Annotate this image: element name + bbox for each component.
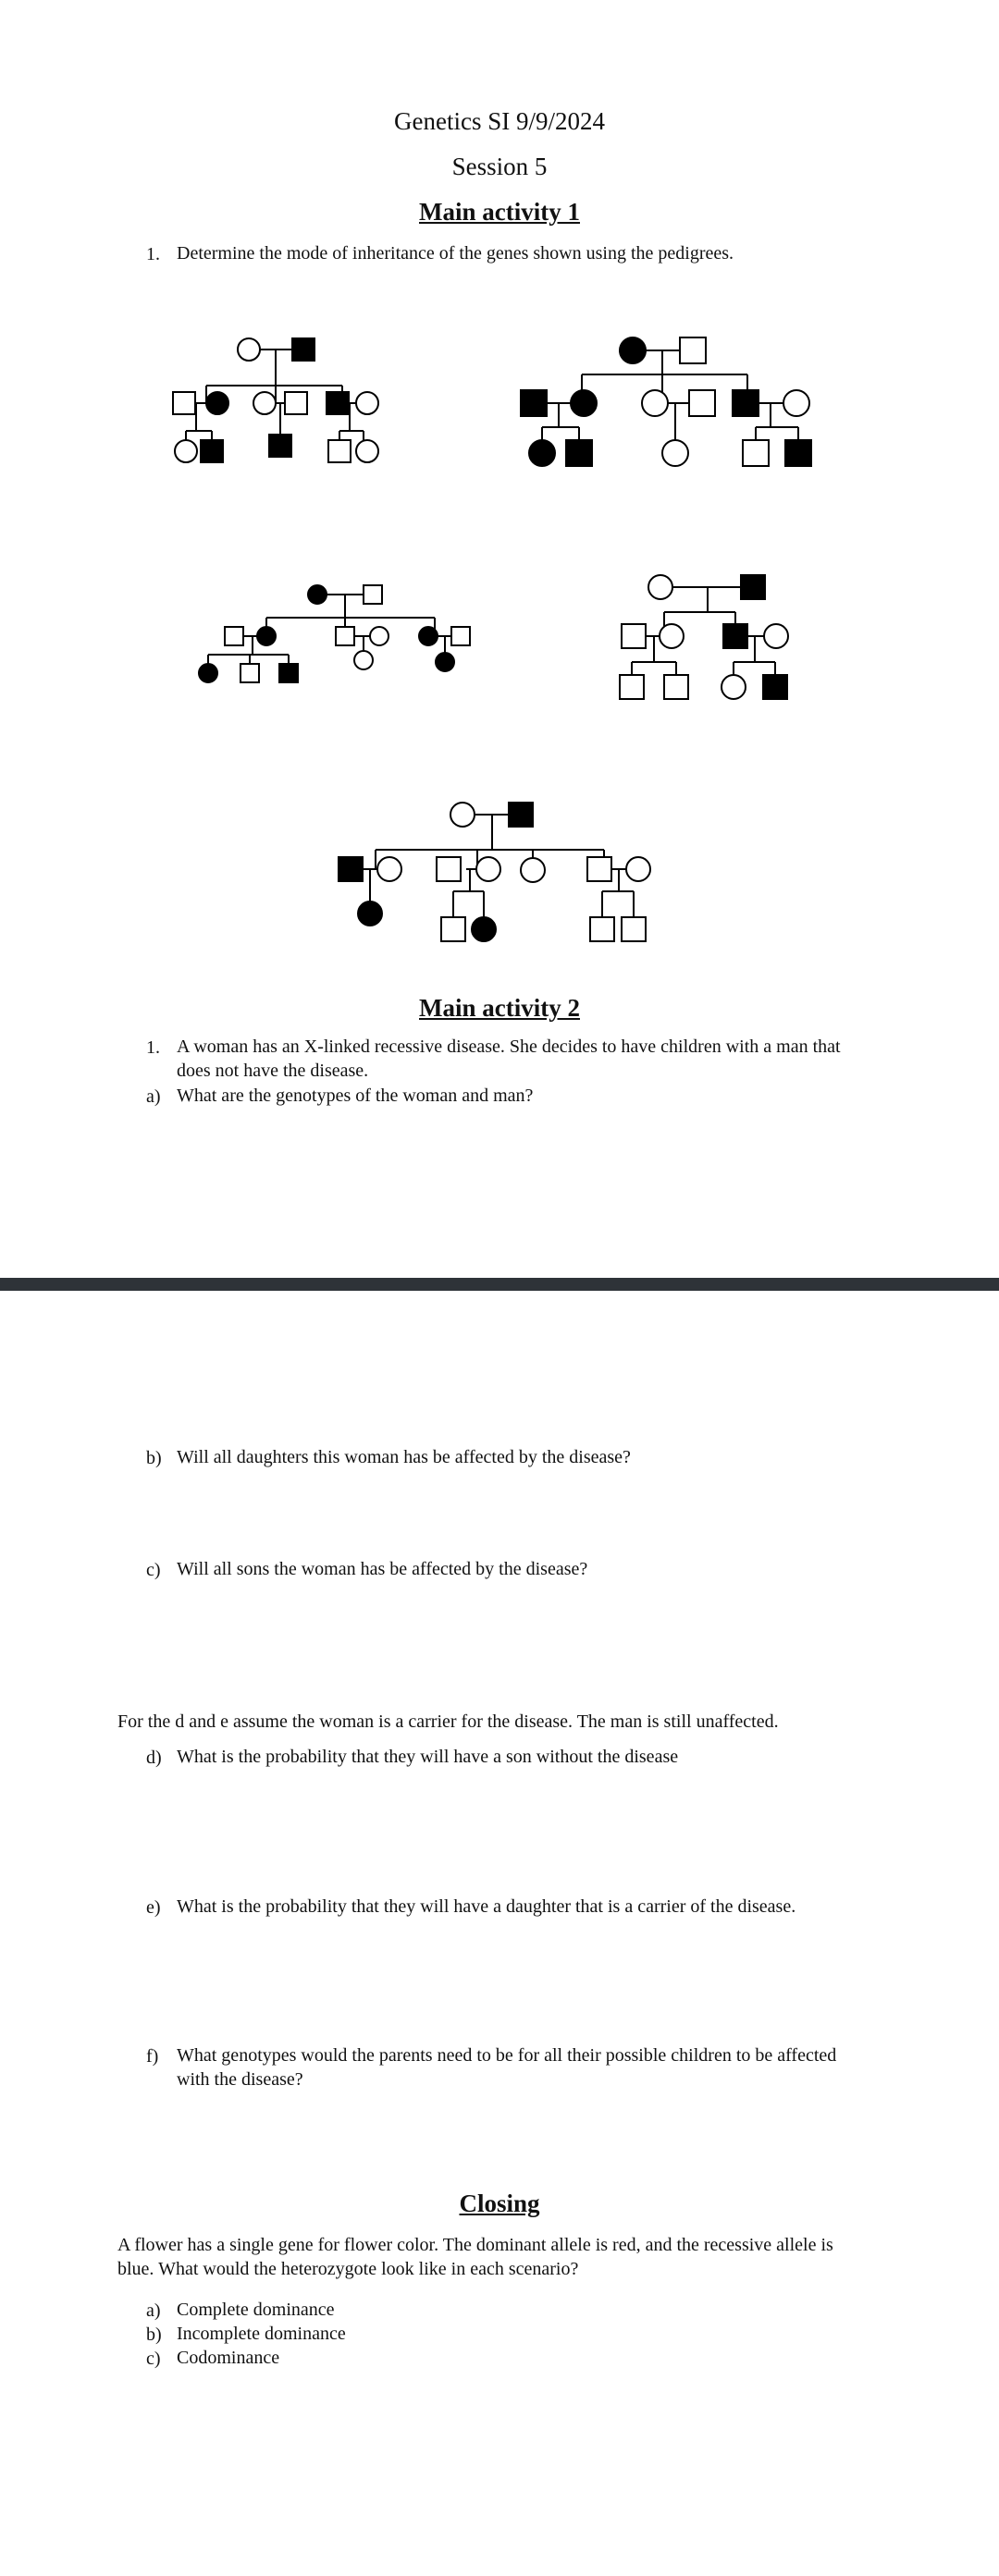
page-title: Genetics SI 9/9/2024 [394,107,605,135]
question-c-text: Will all sons the woman has be affected by the disease? [177,1559,588,1579]
activity1-q1-number: 1. [146,244,160,264]
question-d-label: d) [146,1748,162,1768]
main-activity-2-heading: Main activity 2 [419,994,580,1022]
pedigree-5-female-affected [472,917,496,941]
closing-heading: Closing [459,2190,540,2217]
closing-item-c-label: c) [146,2349,161,2369]
pedigree-5-female-unaffected [626,857,650,881]
page-2 [0,1291,999,2576]
activity2-q1-line1: A woman has an X-linked recessive disease. She decides to have children with a man that [177,1037,841,1057]
closing-item-c-text: Codominance [177,2348,280,2368]
closing-item-b-text: Incomplete dominance [177,2324,346,2344]
closing-item-a-text: Complete dominance [177,2300,335,2320]
pedigree-5-male-affected [339,857,363,881]
pedigree-5-male-unaffected [622,917,646,941]
question-b-text: Will all daughters this woman has be affected by the disease? [177,1447,631,1467]
page-divider [0,1278,999,1291]
question-f-line2: with the disease? [177,2069,303,2090]
question-a-text: What are the genotypes of the woman and man? [177,1086,534,1106]
page-1 [0,0,999,1278]
question-c-label: c) [146,1560,161,1580]
closing-text-line2: blue. What would the heterozygote look like in each scenario? [117,2259,579,2279]
main-activity-1-heading: Main activity 1 [419,198,580,226]
activity1-q1-text: Determine the mode of inheritance of the genes shown using the pedigrees. [177,243,734,264]
carrier-intro: For the d and e assume the woman is a carrier for the disease. The man is still unaffected. [117,1711,779,1732]
closing-item-a-label: a) [146,2300,161,2321]
closing-text-line1: A flower has a single gene for flower color. The dominant allele is red, and the recessive allele is [117,2235,833,2255]
question-e-label: e) [146,1897,161,1918]
question-e-text: What is the probability that they will have a daughter that is a carrier of the disease. [177,1896,796,1917]
pedigree-5-male-unaffected [437,857,461,881]
pedigree-5-male-unaffected [590,917,614,941]
pedigree-5-female-unaffected [476,857,500,881]
pedigree-5-male-unaffected [587,857,611,881]
pedigree-5-female-unaffected [377,857,401,881]
closing-item-b-label: b) [146,2325,162,2345]
activity2-q1-line2: does not have the disease. [177,1061,369,1081]
pedigree-5-male-unaffected [441,917,465,941]
activity2-q1-number: 1. [146,1037,160,1058]
pedigree-5-female-unaffected [450,803,475,827]
question-f-label: f) [146,2046,159,2067]
pedigree-5-female-affected [358,902,382,926]
question-a-label: a) [146,1086,161,1107]
session-label: Session 5 [451,153,548,180]
question-f-line1: What genotypes would the parents need to be for all their possible children to be affected [177,2045,837,2066]
pedigree-5-male-affected [509,803,533,827]
question-b-label: b) [146,1448,162,1468]
pedigree-5-female-unaffected [521,858,545,882]
question-d-text: What is the probability that they will have a son without the disease [177,1747,679,1767]
